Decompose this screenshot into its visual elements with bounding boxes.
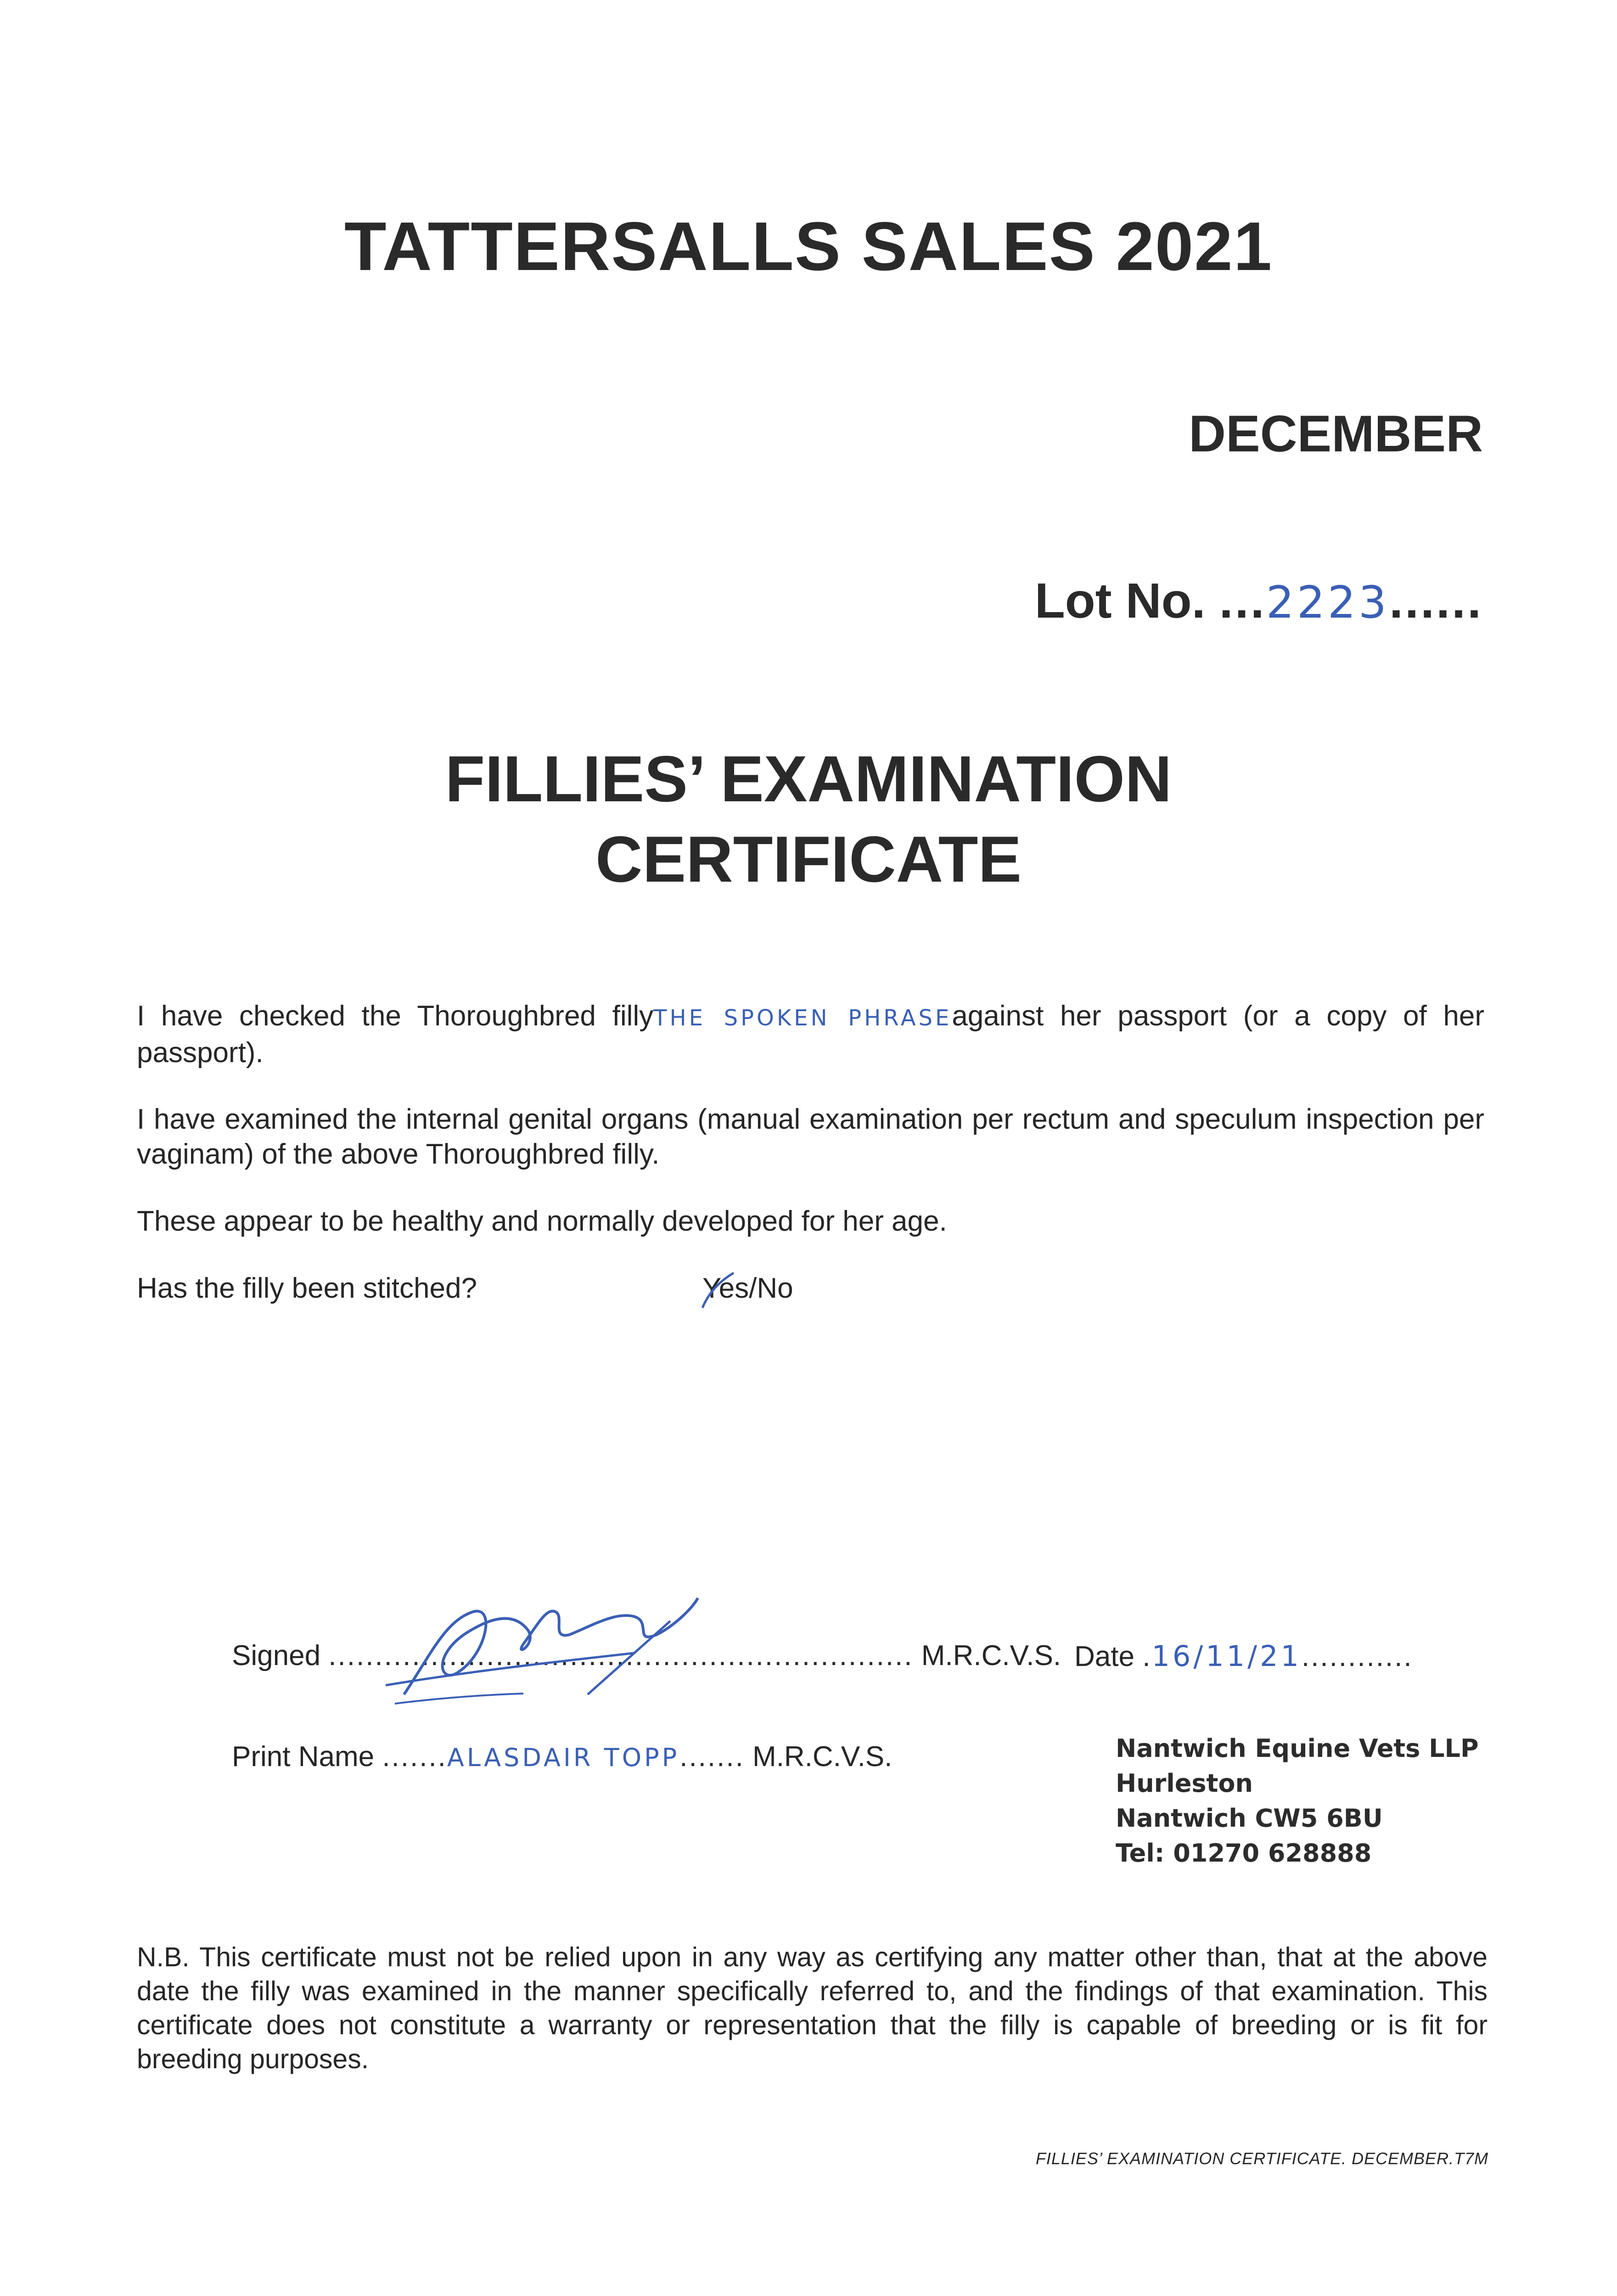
- practice-name: Nantwich Equine Vets LLP: [1116, 1734, 1479, 1763]
- paragraph-findings: These appear to be healthy and normally developed for her age.: [137, 1205, 947, 1237]
- form-reference-footer: FILLIES’ EXAMINATION CERTIFICATE. DECEMBER.T7M: [1035, 2149, 1488, 2168]
- print-name-row: Print Name .......ALASDAIR TOPP....... M.R.C.V.S.: [232, 1741, 893, 1773]
- stitched-answer: [702, 1272, 793, 1305]
- stitched-answer-text: Yes/No: [702, 1272, 793, 1304]
- signed-label: Signed: [232, 1640, 321, 1671]
- paragraph-passport-check: [137, 999, 1484, 1070]
- document-title: TATTERSALLS SALES 2021: [344, 208, 1273, 285]
- date-row: Date .16/11/21............: [1074, 1639, 1413, 1673]
- practice-telephone: Tel: 01270 628888: [1116, 1839, 1372, 1868]
- print-name-handwritten: ALASDAIR TOPP: [447, 1743, 680, 1772]
- practice-address-line2: Hurleston: [1116, 1769, 1253, 1798]
- p1-text-before: I have checked the Thoroughbred filly: [137, 1000, 654, 1032]
- signed-mrcvs: M.R.C.V.S.: [921, 1640, 1061, 1671]
- filly-name-handwritten: THE SPOKEN PHRASE: [653, 1005, 952, 1031]
- stitched-question: Has the filly been stitched?: [137, 1272, 477, 1304]
- lot-number-line: Lot No. ...2223......: [1034, 573, 1483, 628]
- certificate-title-line1: FILLIES’ EXAMINATION: [445, 743, 1172, 816]
- print-name-mrcvs: M.R.C.V.S.: [752, 1741, 893, 1773]
- p1-text-after: against her passport (or a copy of her passport).: [137, 1000, 1485, 1069]
- certificate-title-line2: CERTIFICATE: [595, 823, 1022, 896]
- disclaimer-notice: N.B. This certificate must not be relied upon in any way as certifying any matter other than, that at the above date the filly was examined in the manner specifically referred to, and the findings of that examination. This certificate does not constitute a warranty or representation that the filly is capable of breeding or is fit for breeding purposes.: [137, 1942, 1488, 2074]
- date-handwritten: 16/11/21: [1151, 1639, 1302, 1673]
- print-name-label: Print Name: [232, 1741, 375, 1773]
- practice-address-line3: Nantwich CW5 6BU: [1116, 1804, 1383, 1833]
- paragraph-examination: I have examined the internal genital organs (manual examination per rectum and speculum inspection per vaginam) of the above Thoroughbred filly.: [137, 1103, 1484, 1170]
- date-label: Date: [1074, 1641, 1134, 1672]
- signature-handwritten: [376, 1580, 780, 1717]
- lot-number-handwritten: 2223: [1266, 577, 1389, 628]
- lot-label: Lot No.: [1034, 573, 1206, 628]
- yes-strike-mark: [698, 1267, 739, 1313]
- signed-row: Signed ............................................................... M.R.C.V.S.: [232, 1640, 1061, 1671]
- sale-month: DECEMBER: [1189, 405, 1483, 462]
